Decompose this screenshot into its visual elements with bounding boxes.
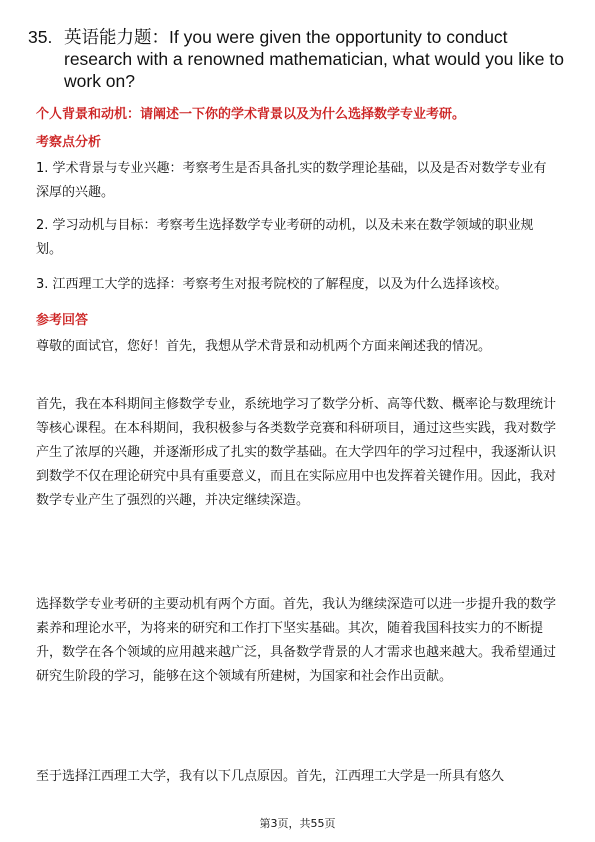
question-number: 35. — [28, 27, 53, 47]
answer-paragraph-4: 至于选择江西理工大学，我有以下几点原因。首先，江西理工大学是一所具有悠久 — [36, 769, 505, 784]
analysis-item-3: 3. 江西理工大学的选择：考察考生对报考院校的了解程度，以及为什么选择该校。 — [36, 277, 508, 292]
question-text: 英语能力题：If you were given the opportunity to conduct research with a renowned mathematician, what would you like to work on? — [64, 27, 564, 91]
answer-heading: 参考回答 — [36, 313, 89, 328]
analysis-heading: 考察点分析 — [36, 135, 102, 150]
analysis-item-1: 1. 学术背景与专业兴趣：考察考生是否具备扎实的数学理论基础，以及是否对数学专业有深厚的兴趣。 — [36, 161, 547, 200]
answer-paragraph-1: 尊敬的面试官，您好！首先，我想从学术背景和动机两个方面来阐述我的情况。 — [36, 339, 492, 354]
answer-paragraph-2: 首先，我在本科期间主修数学专业，系统地学习了数学分析、高等代数、概率论与数理统计等核心课程。在本科期间，我积极参与各类数学竞赛和科研项目，通过这些实践，我对数学产生了浓厚的兴趣，并逐渐形成了扎实的数学基础。在大学四年的学习过程中，我逐渐认识到数学不仅在理论研究中具有重要意义，而且在实际应用中也发挥着关键作用。因此，我对数学专业产生了强烈的兴趣，并决定继续深造。 — [36, 397, 557, 508]
answer-paragraph-3: 选择数学专业考研的主要动机有两个方面。首先，我认为继续深造可以进一步提升我的数学素养和理论水平，为将来的研究和工作打下坚实基础。其次，随着我国科技实力的不断提升，数学在各个领域的应用越来越广泛，具备数学背景的人才需求也越来越大。我希望通过研究生阶段的学习，能够在这个领域有所建树，为国家和社会作出贡献。 — [36, 597, 557, 684]
analysis-item-2: 2. 学习动机与目标：考察考生选择数学专业考研的动机，以及未来在数学领域的职业规划。 — [36, 218, 534, 257]
page-footer: 第3页，共55页 — [259, 817, 336, 830]
background-heading: 个人背景和动机：请阐述一下你的学术背景以及为什么选择数学专业考研。 — [36, 107, 466, 122]
